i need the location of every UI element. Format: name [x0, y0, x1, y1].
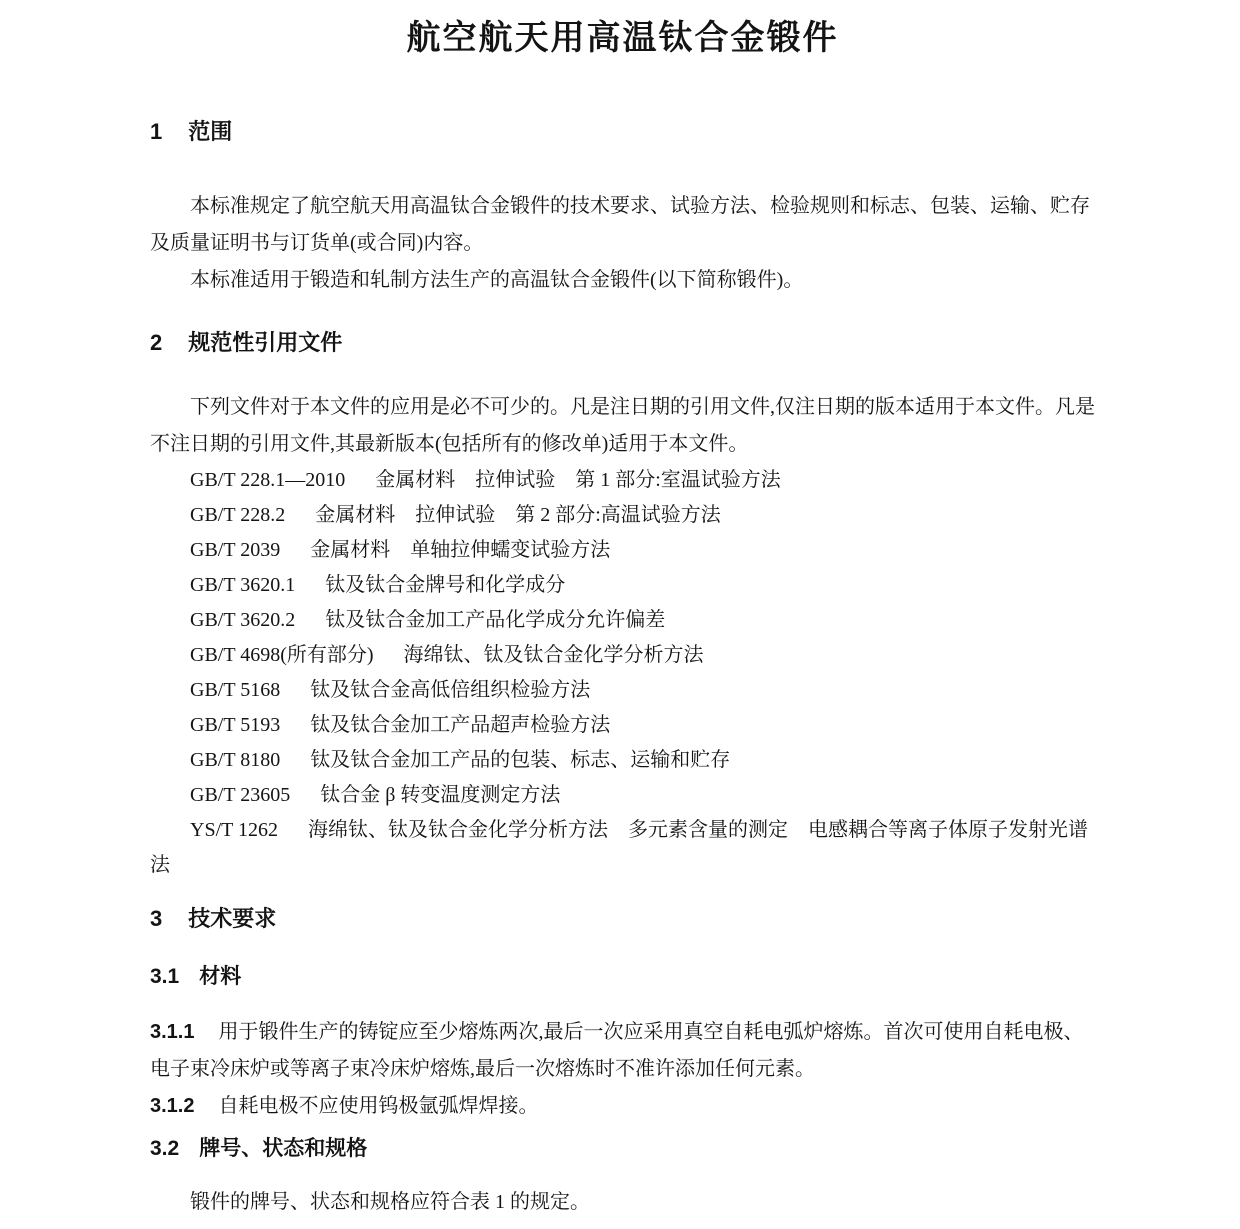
- reference-title: 钛及钛合金加工产品超声检验方法: [310, 714, 611, 736]
- paragraph: 下列文件对于本文件的应用是必不可少的。凡是注日期的引用文件,仅注日期的版本适用于本文件。凡是不注日期的引用文件,其最新版本(包括所有的修改单)适用于本文件。: [150, 396, 1095, 455]
- clause-number: 3.1.1: [150, 1021, 195, 1043]
- reference-code: GB/T 228.1—2010: [190, 469, 346, 491]
- reference-list: [150, 463, 1095, 883]
- section-2-heading-text: 规范性引用文件: [188, 330, 343, 355]
- reference-code: GB/T 3620.2: [190, 609, 296, 631]
- paragraph: 锻件的牌号、状态和规格应符合表 1 的规定。: [190, 1191, 590, 1213]
- reference-item: [150, 498, 1095, 533]
- reference-title: 海绵钛、钛及钛合金化学分析方法 多元素含量的测定 电感耦合等离子体原子发射光谱法: [150, 819, 1088, 876]
- reference-item: [150, 463, 1095, 498]
- section-1-body: [150, 188, 1095, 299]
- reference-code: YS/T 1262: [190, 819, 278, 841]
- section-1-heading-text: 范围: [188, 119, 233, 144]
- paragraph: 本标准适用于锻造和轧制方法生产的高温钛合金锻件(以下简称锻件)。: [190, 269, 804, 291]
- reference-code: GB/T 4698(所有部分): [190, 644, 374, 666]
- reference-code: GB/T 8180: [190, 749, 281, 771]
- reference-title: 金属材料 单轴拉伸蠕变试验方法: [310, 539, 611, 561]
- reference-title: 金属材料 拉伸试验 第 2 部分:高温试验方法: [315, 504, 721, 526]
- reference-code: GB/T 23605: [190, 784, 291, 806]
- reference-item: [150, 533, 1095, 568]
- section-3-1-number: 3.1: [150, 965, 180, 988]
- reference-item: [150, 603, 1095, 638]
- section-2-number: 2: [150, 330, 163, 355]
- section-3-1-heading: [150, 963, 1095, 990]
- clause-3-1-1: [150, 1014, 1095, 1088]
- section-1-number: 1: [150, 119, 163, 144]
- clause-number: 3.1.2: [150, 1095, 195, 1117]
- reference-item: [150, 813, 1095, 883]
- reference-code: GB/T 5193: [190, 714, 281, 736]
- reference-code: GB/T 3620.1: [190, 574, 296, 596]
- reference-item: [150, 778, 1095, 813]
- reference-title: 钛及钛合金高低倍组织检验方法: [310, 679, 591, 701]
- reference-item: [150, 568, 1095, 603]
- reference-item: [150, 638, 1095, 673]
- section-2-heading: [150, 329, 1095, 357]
- reference-title: 钛及钛合金加工产品化学成分允许偏差: [325, 609, 666, 631]
- reference-title: 钛及钛合金牌号和化学成分: [325, 574, 566, 596]
- section-3-heading-text: 技术要求: [188, 906, 277, 931]
- section-3-1-heading-text: 材料: [199, 965, 242, 988]
- section-3-2-number: 3.2: [150, 1137, 180, 1160]
- section-3-1-body: [150, 1014, 1095, 1125]
- paragraph: 本标准规定了航空航天用高温钛合金锻件的技术要求、试验方法、检验规则和标志、包装、运输、贮存及质量证明书与订货单(或合同)内容。: [150, 195, 1090, 254]
- section-3-heading: [150, 905, 1095, 933]
- reference-item: [150, 673, 1095, 708]
- reference-item: [150, 743, 1095, 778]
- reference-title: 海绵钛、钛及钛合金化学分析方法: [403, 644, 704, 666]
- reference-title: 钛合金 β 转变温度测定方法: [320, 784, 561, 806]
- reference-item: [150, 708, 1095, 743]
- reference-code: GB/T 2039: [190, 539, 281, 561]
- reference-code: GB/T 228.2: [190, 504, 286, 526]
- clause-text: 自耗电极不应使用钨极氩弧焊焊接。: [218, 1095, 539, 1117]
- clause-text: 用于锻件生产的铸锭应至少熔炼两次,最后一次应采用真空自耗电弧炉熔炼。首次可使用自耗电极、电子束冷床炉或等离子束冷床炉熔炼,最后一次熔炼时不准许添加任何元素。: [150, 1021, 1084, 1080]
- reference-title: 钛及钛合金加工产品的包装、标志、运输和贮存: [310, 749, 731, 771]
- document-title: 航空航天用高温钛合金锻件: [406, 19, 839, 57]
- section-3-2-heading-text: 牌号、状态和规格: [199, 1137, 368, 1160]
- section-3-2-heading: [150, 1135, 1095, 1162]
- section-1-heading: [150, 118, 1095, 146]
- section-3-number: 3: [150, 906, 163, 931]
- clause-3-1-2: [150, 1088, 1095, 1125]
- reference-code: GB/T 5168: [190, 679, 281, 701]
- reference-title: 金属材料 拉伸试验 第 1 部分:室温试验方法: [375, 469, 781, 491]
